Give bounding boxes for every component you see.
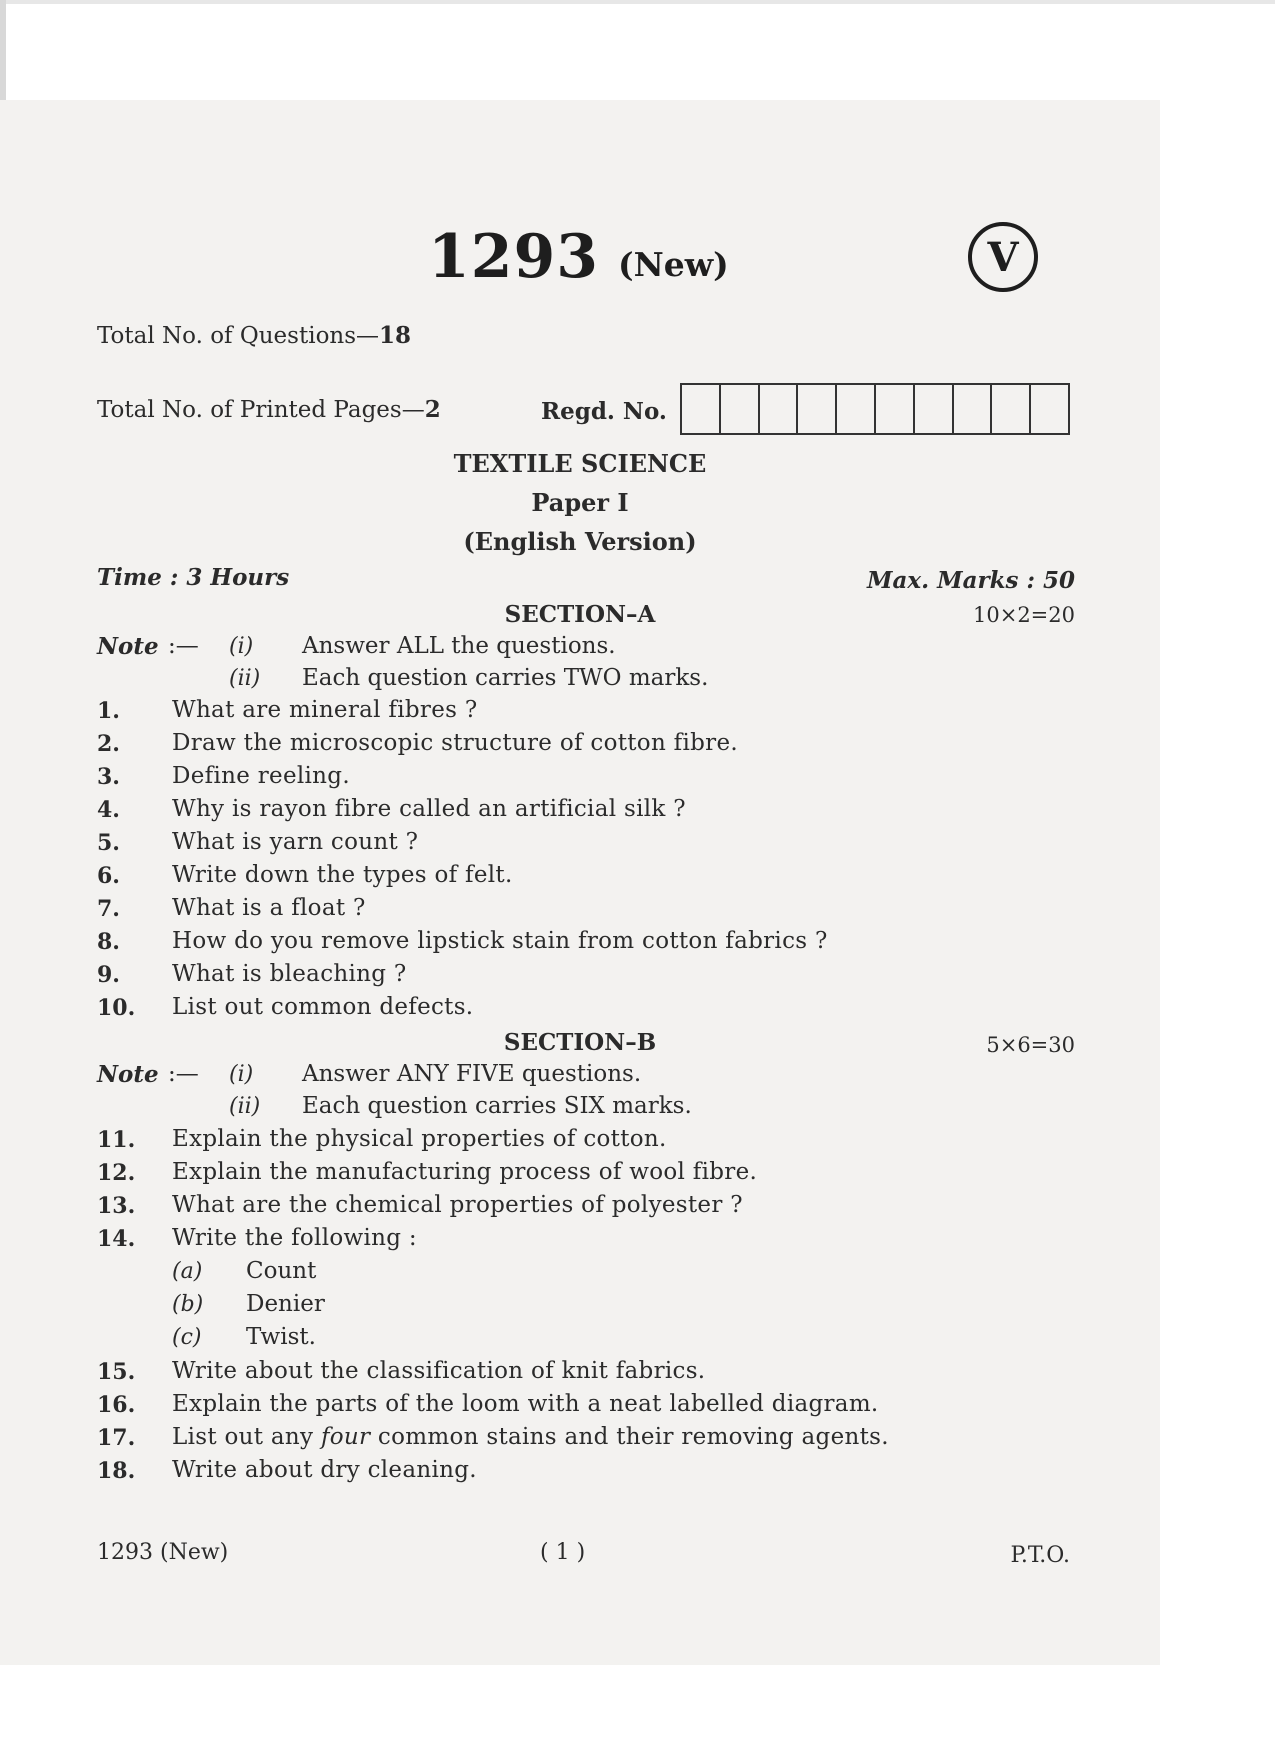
footer-page-number: ( 1 ) — [540, 1540, 586, 1565]
scan-left-edge — [0, 0, 6, 100]
question-text: Explain the parts of the loom with a neat labelled diagram. — [172, 1391, 879, 1417]
question-number: 16. — [97, 1392, 136, 1418]
question-text: Write about dry cleaning. — [172, 1457, 477, 1483]
section-a-note-label: Note — [97, 633, 159, 660]
question-number: 7. — [97, 896, 120, 922]
regd-cell — [798, 385, 837, 433]
regd-cell — [876, 385, 915, 433]
question-text: Explain the physical properties of cotton. — [172, 1126, 667, 1152]
question-text: Explain the manufacturing process of wool fibre. — [172, 1159, 758, 1185]
regd-cell — [915, 385, 954, 433]
question-number: 10. — [97, 995, 136, 1021]
paper-number: Paper I — [531, 488, 629, 517]
regd-cell — [721, 385, 760, 433]
question-number: 1. — [97, 698, 120, 724]
section-a-note-text: Answer ALL the questions. — [302, 633, 616, 659]
regd-cell — [1031, 385, 1068, 433]
max-marks: Max. Marks : 50 — [867, 567, 1075, 594]
scan-top-edge — [0, 0, 1275, 4]
sub-question-text: Denier — [246, 1291, 325, 1317]
regd-cell — [682, 385, 721, 433]
total-questions-value: 18 — [379, 322, 412, 349]
section-b-title: SECTION–B — [503, 1029, 657, 1056]
question-number: 6. — [97, 863, 120, 889]
question-text: Define reeling. — [172, 763, 350, 789]
section-a-title: SECTION–A — [504, 601, 656, 628]
question-text: List out common defects. — [172, 994, 474, 1020]
section-a-note-dash: :— — [168, 633, 199, 659]
version-badge — [968, 222, 1038, 292]
question-number: 3. — [97, 764, 120, 790]
question-text: What is yarn count ? — [172, 829, 419, 855]
question-text: Why is rayon fibre called an artificial silk ? — [172, 796, 686, 822]
question-number: 9. — [97, 962, 120, 988]
question-text: What are mineral fibres ? — [172, 697, 478, 723]
question-text: Draw the microscopic structure of cotton fibre. — [172, 730, 738, 756]
emphasis-word: four — [320, 1424, 371, 1450]
regd-cell — [837, 385, 876, 433]
question-text: What are the chemical properties of polyester ? — [172, 1192, 743, 1218]
regd-cell — [992, 385, 1031, 433]
regd-number-boxes — [680, 383, 1070, 435]
section-b-note-index: (i) — [229, 1062, 254, 1087]
question-number: 11. — [97, 1127, 136, 1153]
section-b-note-text: Answer ANY FIVE questions. — [302, 1061, 642, 1087]
question-text: Write the following : — [172, 1225, 417, 1251]
version-letter: V — [987, 233, 1019, 281]
question-number: 17. — [97, 1425, 136, 1451]
question-text: What is a float ? — [172, 895, 366, 921]
question-text: Write about the classification of knit fabrics. — [172, 1358, 706, 1384]
question-text: What is bleaching ? — [172, 961, 407, 987]
sub-question-label: (b) — [172, 1292, 204, 1317]
question-number: 13. — [97, 1193, 136, 1219]
sub-question-text: Twist. — [246, 1324, 316, 1350]
sub-question-label: (c) — [172, 1325, 202, 1350]
paper-code-suffix: (New) — [618, 245, 729, 284]
sub-question-label: (a) — [172, 1259, 203, 1284]
section-b-note-dash: :— — [168, 1061, 199, 1087]
regd-cell — [760, 385, 799, 433]
section-a-note-index: (i) — [229, 634, 254, 659]
footer-code: 1293 (New) — [97, 1540, 229, 1565]
subject-title: TEXTILE SCIENCE — [453, 449, 707, 478]
regd-label: Regd. No. — [541, 398, 667, 425]
question-text: How do you remove lipstick stain from cotton fabrics ? — [172, 928, 828, 954]
printed-pages-line: Total No. of Printed Pages—2 — [97, 396, 441, 423]
regd-cell — [954, 385, 993, 433]
section-b-note-text: Each question carries SIX marks. — [302, 1093, 692, 1119]
question-number: 12. — [97, 1160, 136, 1186]
section-b-note-index: (ii) — [229, 1094, 261, 1119]
question-number: 18. — [97, 1458, 136, 1484]
section-a-note-index: (ii) — [229, 666, 261, 691]
question-number: 5. — [97, 830, 120, 856]
paper-code: 1293 — [428, 222, 599, 292]
question-text: List out any four common stains and their removing agents. — [172, 1424, 889, 1450]
section-b-note-label: Note — [97, 1061, 159, 1088]
question-number: 2. — [97, 731, 120, 757]
version-text: (English Version) — [463, 527, 697, 556]
question-number: 14. — [97, 1226, 136, 1252]
question-number: 4. — [97, 797, 120, 823]
question-text: Write down the types of felt. — [172, 862, 513, 888]
section-b-marks: 5×6=30 — [986, 1033, 1075, 1057]
section-a-note-text: Each question carries TWO marks. — [302, 665, 709, 691]
section-a-marks: 10×2=20 — [973, 603, 1075, 627]
time-allowed: Time : 3 Hours — [97, 564, 290, 591]
sub-question-text: Count — [246, 1258, 317, 1284]
question-number: 15. — [97, 1359, 136, 1385]
printed-pages-value: 2 — [424, 396, 441, 423]
question-number: 8. — [97, 929, 120, 955]
total-questions-line: Total No. of Questions—18 — [97, 322, 412, 349]
footer-pto: P.T.O. — [1010, 1543, 1070, 1568]
